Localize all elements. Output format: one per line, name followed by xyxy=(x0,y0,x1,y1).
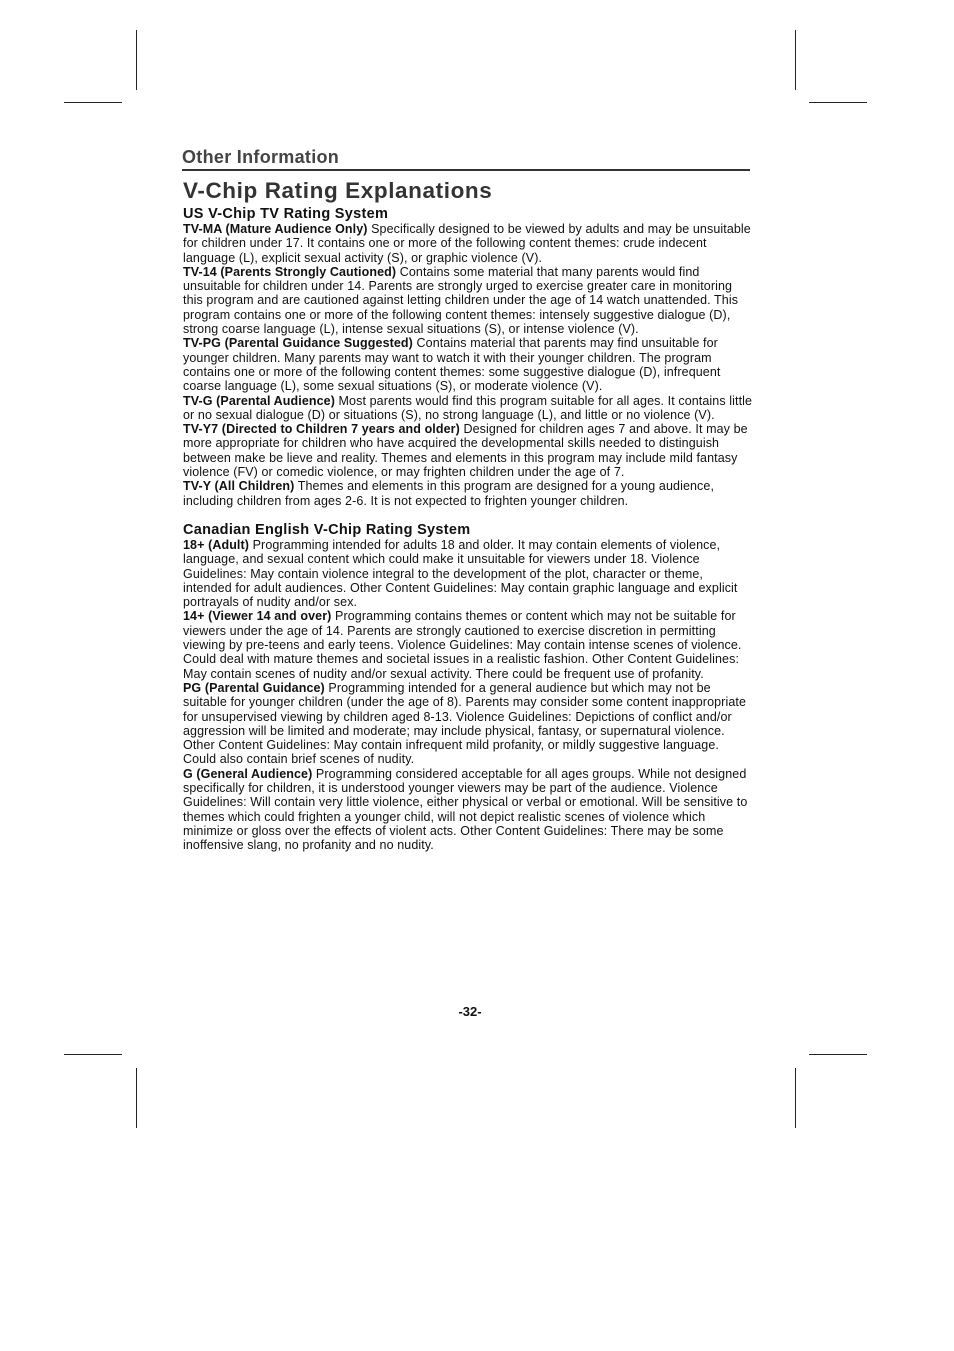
rating-entry xyxy=(183,394,755,423)
rating-entry xyxy=(183,538,755,609)
rating-term: TV-Y (All Children) xyxy=(183,479,295,494)
canada-rating-heading: Canadian English V-Chip Rating System xyxy=(183,521,471,538)
rating-description: Programming intended for adults 18 and older. It may contain elements of violence, language, and sexual content which could make it unsuitable for viewers under 18. Violence Guidelines: May contain violence integral to the development of the plot, character or theme, intended for adult audiences. Other Content Guidelines: May contain graphic language and explicit portrayals of nudity and/or sex. xyxy=(183,537,738,610)
rating-term: 18+ (Adult) xyxy=(183,537,250,552)
rating-term: TV-Y7 (Directed to Children 7 years and older) xyxy=(183,422,460,437)
rating-term: TV-G (Parental Audience) xyxy=(183,393,335,408)
rating-entry xyxy=(183,222,755,265)
rating-entry xyxy=(183,609,755,680)
rating-description: Programming contains themes or content which may not be suitable for viewers under the age of 14. Parents are strongly cautioned to exercise discretion in permitting viewing by pre-teens and early teens. Violence Guidelines: May contain intense scenes of violence. Could deal with mature themes and societal issues in a realistic fashion. Other Content Guidelines: May contain scenes of nudity and/or sexual activity. There could be frequent use of profanity. xyxy=(183,609,742,681)
crop-mark xyxy=(64,102,122,103)
rating-entry xyxy=(183,479,755,508)
rating-description: Specifically designed to be viewed by adults and may be unsuitable for children under 17. It contains one or more of the following content themes: crude indecent language (L), explicit sexual activity (S), or graphic violence (V). xyxy=(183,222,751,265)
page-title: V-Chip Rating Explanations xyxy=(183,178,493,203)
rating-entry xyxy=(183,265,755,336)
rating-term: TV-14 (Parents Strongly Cautioned) xyxy=(183,264,397,279)
rating-description: Most parents would find this program suitable for all ages. It contains little or no sexual dialogue (D) or situations (S), no strong language (L), and little or no violence (V). xyxy=(183,393,753,422)
rating-description: Contains some material that many parents would find unsuitable for children under 14. Parents are strongly urged to exercise greater care in monitoring this program and are cautioned against letting children under the age of 14 watch unattended. This program contains one or more of the following content themes: intensely suggestive dialogue (D), strong coarse language (L), intense sexual situations (S), or intense violence (V). xyxy=(183,264,739,337)
rating-description: Designed for children ages 7 and above. It may be more appropriate for children who have acquired the developmental skills needed to distinguish between make be lieve and reality. Themes and elements in this program may include mild fantasy violence (FV) or comedic violence, or may frighten children under the age of 7. xyxy=(183,422,748,480)
rating-description: Programming considered acceptable for all ages groups. While not designed specifically for children, it is understood younger viewers may be part of the audience. Violence Guidelines: Will contain very little violence, either physical or verbal or emotional. Will be sensitive to themes which could frighten a younger child, will not depict realistic scenes of violence which minimize or gloss over the effects of violent acts. Other Content Guidelines: There may be some inoffensive slang, no profanity and no nudity. xyxy=(183,766,748,853)
rating-term: G (General Audience) xyxy=(183,766,313,781)
rating-entry xyxy=(183,422,755,479)
section-header: Other Information xyxy=(182,147,340,167)
us-rating-heading: US V-Chip TV Rating System xyxy=(183,206,389,222)
crop-mark xyxy=(136,30,137,90)
rating-term: 14+ (Viewer 14 and over) xyxy=(183,609,332,624)
crop-mark xyxy=(795,1068,796,1128)
rating-term: PG (Parental Guidance) xyxy=(183,680,325,695)
crop-mark xyxy=(64,1054,122,1055)
canada-rating-list xyxy=(183,538,755,853)
us-rating-list xyxy=(183,222,755,508)
rating-description: Contains material that parents may find unsuitable for younger children. Many parents may want to watch it with their younger children. The program contains one or more of the following content themes: some suggestive dialogue (D), infrequent coarse language (L), some sexual situations (S), or moderate violence (V). xyxy=(183,336,721,394)
crop-mark xyxy=(809,1054,867,1055)
rating-term: TV-MA (Mature Audience Only) xyxy=(183,222,368,236)
crop-mark xyxy=(795,30,796,90)
rating-description: Programming intended for a general audience but which may not be suitable for younger children (under the age of 8). Parents may consider some content inappropriate for unsupervised viewing by children aged 8-13. Violence Guidelines: Depictions of conflict and/or aggression will be limited and moderate; may include physical, fantasy, or supernatural violence. Other Content Guidelines: May contain infrequent mild profanity, or mildly suggestive language. Could also contain brief scenes of nudity. xyxy=(183,680,746,767)
header-rule xyxy=(182,169,750,171)
rating-entry xyxy=(183,336,755,393)
crop-mark xyxy=(809,102,867,103)
crop-mark xyxy=(136,1068,137,1128)
rating-term: TV-PG (Parental Guidance Suggested) xyxy=(183,336,413,351)
rating-entry xyxy=(183,681,755,767)
page-number: -32- xyxy=(458,1004,482,1019)
rating-entry xyxy=(183,767,755,853)
rating-description: Themes and elements in this program are designed for a young audience, including children from ages 2-6. It is not expected to frighten younger children. xyxy=(183,479,715,508)
page-content xyxy=(183,178,755,852)
